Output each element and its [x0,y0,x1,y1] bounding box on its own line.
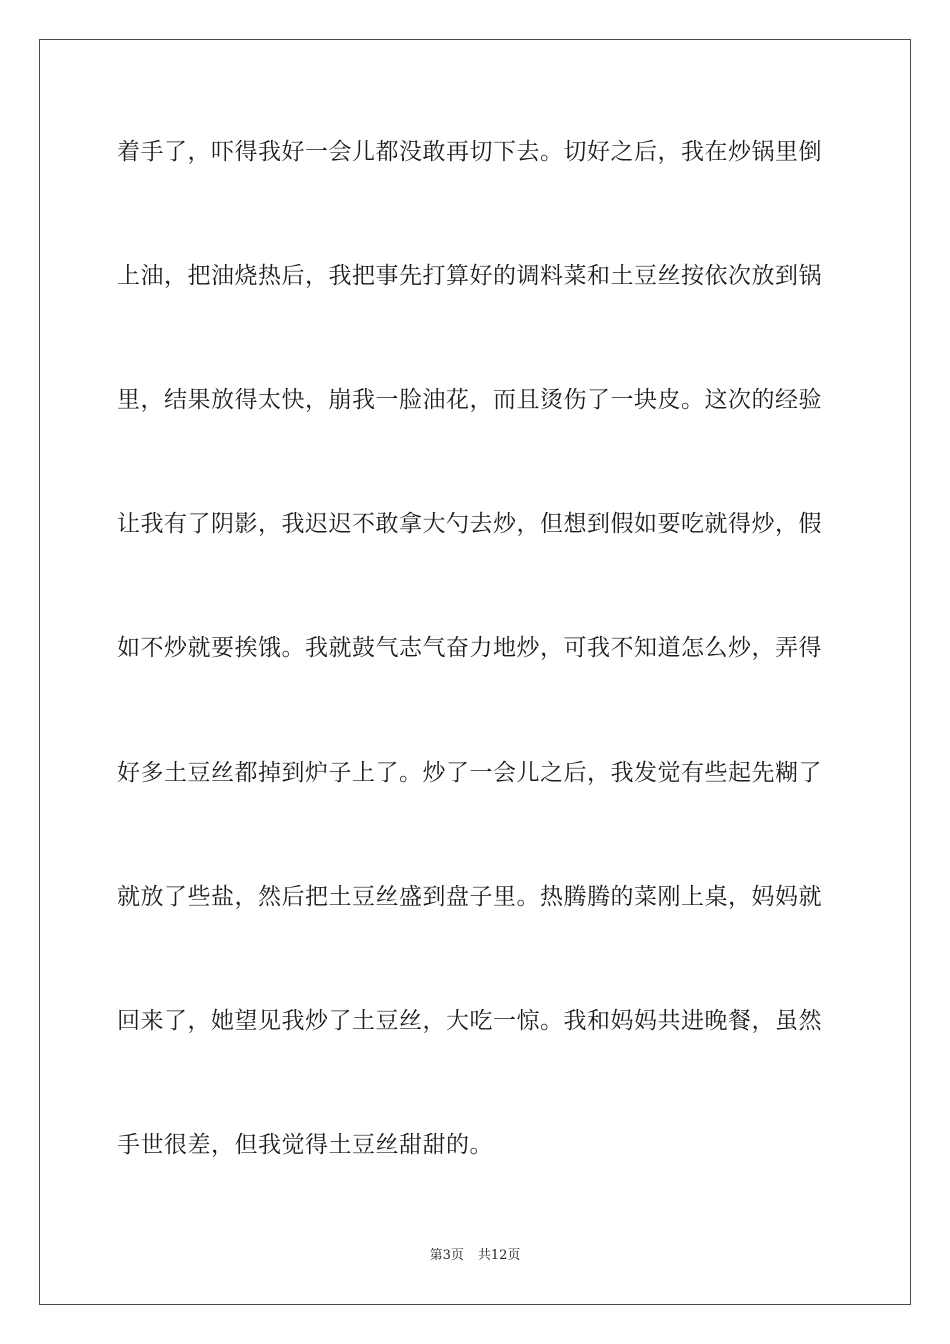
paragraph-line-1: 着手了，吓得我好一会儿都没敢再切下去。切好之后，我在炒锅里倒 [117,139,822,165]
paragraph-line-4: 让我有了阴影，我迟迟不敢拿大勺去炒，但想到假如要吃就得炒，假 [117,511,822,537]
paragraph-line-2: 上油，把油烧热后，我把事先打算好的调料菜和土豆丝按依次放到锅 [117,263,822,289]
paragraph-line-7: 就放了些盐，然后把土豆丝盛到盘子里。热腾腾的菜刚上桌，妈妈就 [117,884,822,910]
page-border [39,39,911,1305]
page-total: 共12页 [477,1248,521,1263]
page-number: 第3页 [429,1248,464,1263]
paragraph-line-5: 如不炒就要挨饿。我就鼓气志气奋力地炒，可我不知道怎么炒，弄得 [117,635,822,661]
paragraph-line-6: 好多土豆丝都掉到炉子上了。炒了一会儿之后，我发觉有些起先糊了 [117,760,822,786]
paragraph-line-9: 手世很差，但我觉得土豆丝甜甜的。 [117,1132,493,1158]
page-footer [0,1247,950,1265]
paragraph-line-8: 回来了，她望见我炒了土豆丝，大吃一惊。我和妈妈共进晚餐，虽然 [117,1008,822,1034]
paragraph-line-3: 里，结果放得太快，崩我一脸油花，而且烫伤了一块皮。这次的经验 [117,387,822,413]
